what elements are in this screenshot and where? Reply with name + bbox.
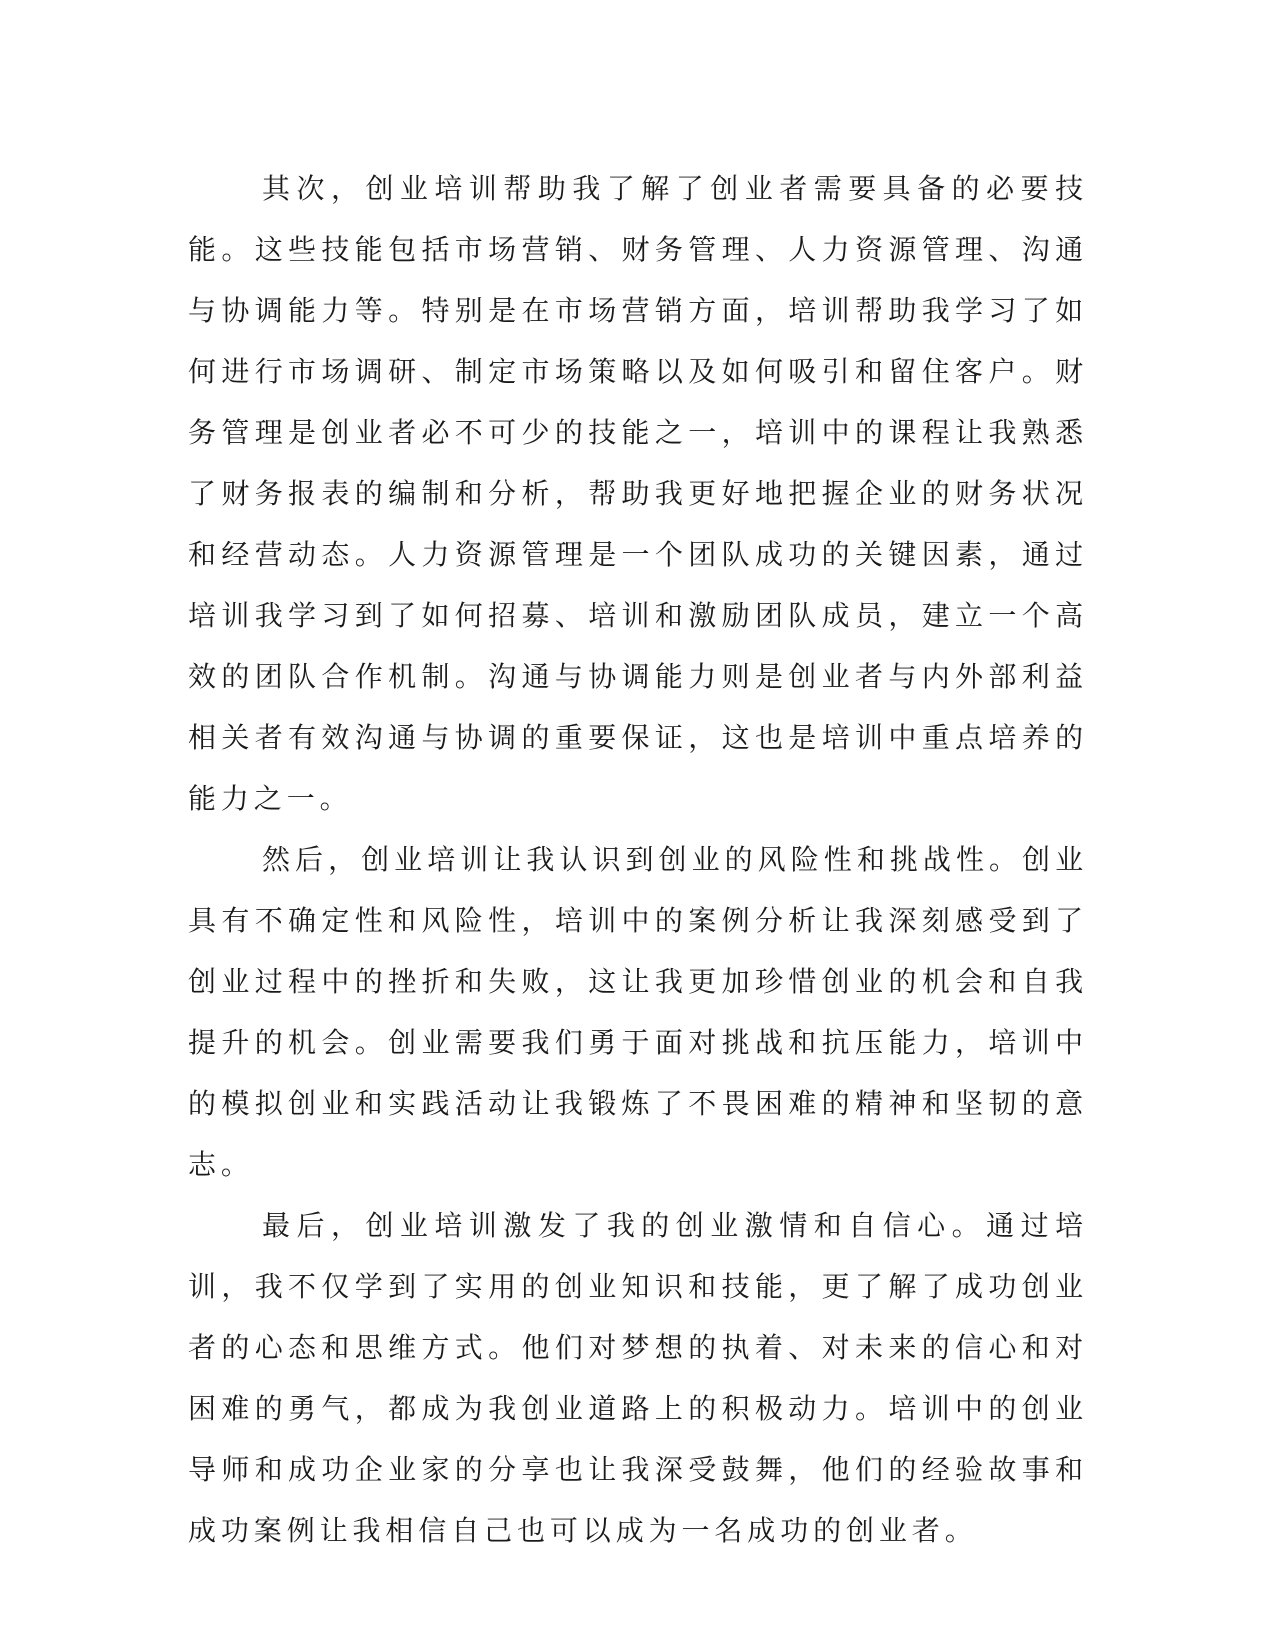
document-body xyxy=(188,158,1088,1561)
paragraph-risks: 然后，创业培训让我认识到创业的风险性和挑战性。创业具有不确定性和风险性，培训中的案例分析让我深刻感受到了创业过程中的挫折和失败，这让我更加珍惜创业的机会和自我提升的机会。创业需要我们勇于面对挑战和抗压能力，培训中的模拟创业和实践活动让我锻炼了不畏困难的精神和坚韧的意志。 xyxy=(188,843,1088,1181)
paragraph-confidence: 最后，创业培训激发了我的创业激情和自信心。通过培训，我不仅学到了实用的创业知识和技能，更了解了成功创业者的心态和思维方式。他们对梦想的执着、对未来的信心和对困难的勇气，都成为我创业道路上的积极动力。培训中的创业导师和成功企业家的分享也让我深受鼓舞，他们的经验故事和成功案例让我相信自己也可以成为一名成功的创业者。 xyxy=(188,1209,1088,1547)
paragraph-skills: 其次，创业培训帮助我了解了创业者需要具备的必要技能。这些技能包括市场营销、财务管理、人力资源管理、沟通与协调能力等。特别是在市场营销方面，培训帮助我学习了如何进行市场调研、制定市场策略以及如何吸引和留住客户。财务管理是创业者必不可少的技能之一，培训中的课程让我熟悉了财务报表的编制和分析，帮助我更好地把握企业的财务状况和经营动态。人力资源管理是一个团队成功的关键因素，通过培训我学习到了如何招募、培训和激励团队成员，建立一个高效的团队合作机制。沟通与协调能力则是创业者与内外部利益相关者有效沟通与协调的重要保证，这也是培训中重点培养的能力之一。 xyxy=(188,172,1088,815)
